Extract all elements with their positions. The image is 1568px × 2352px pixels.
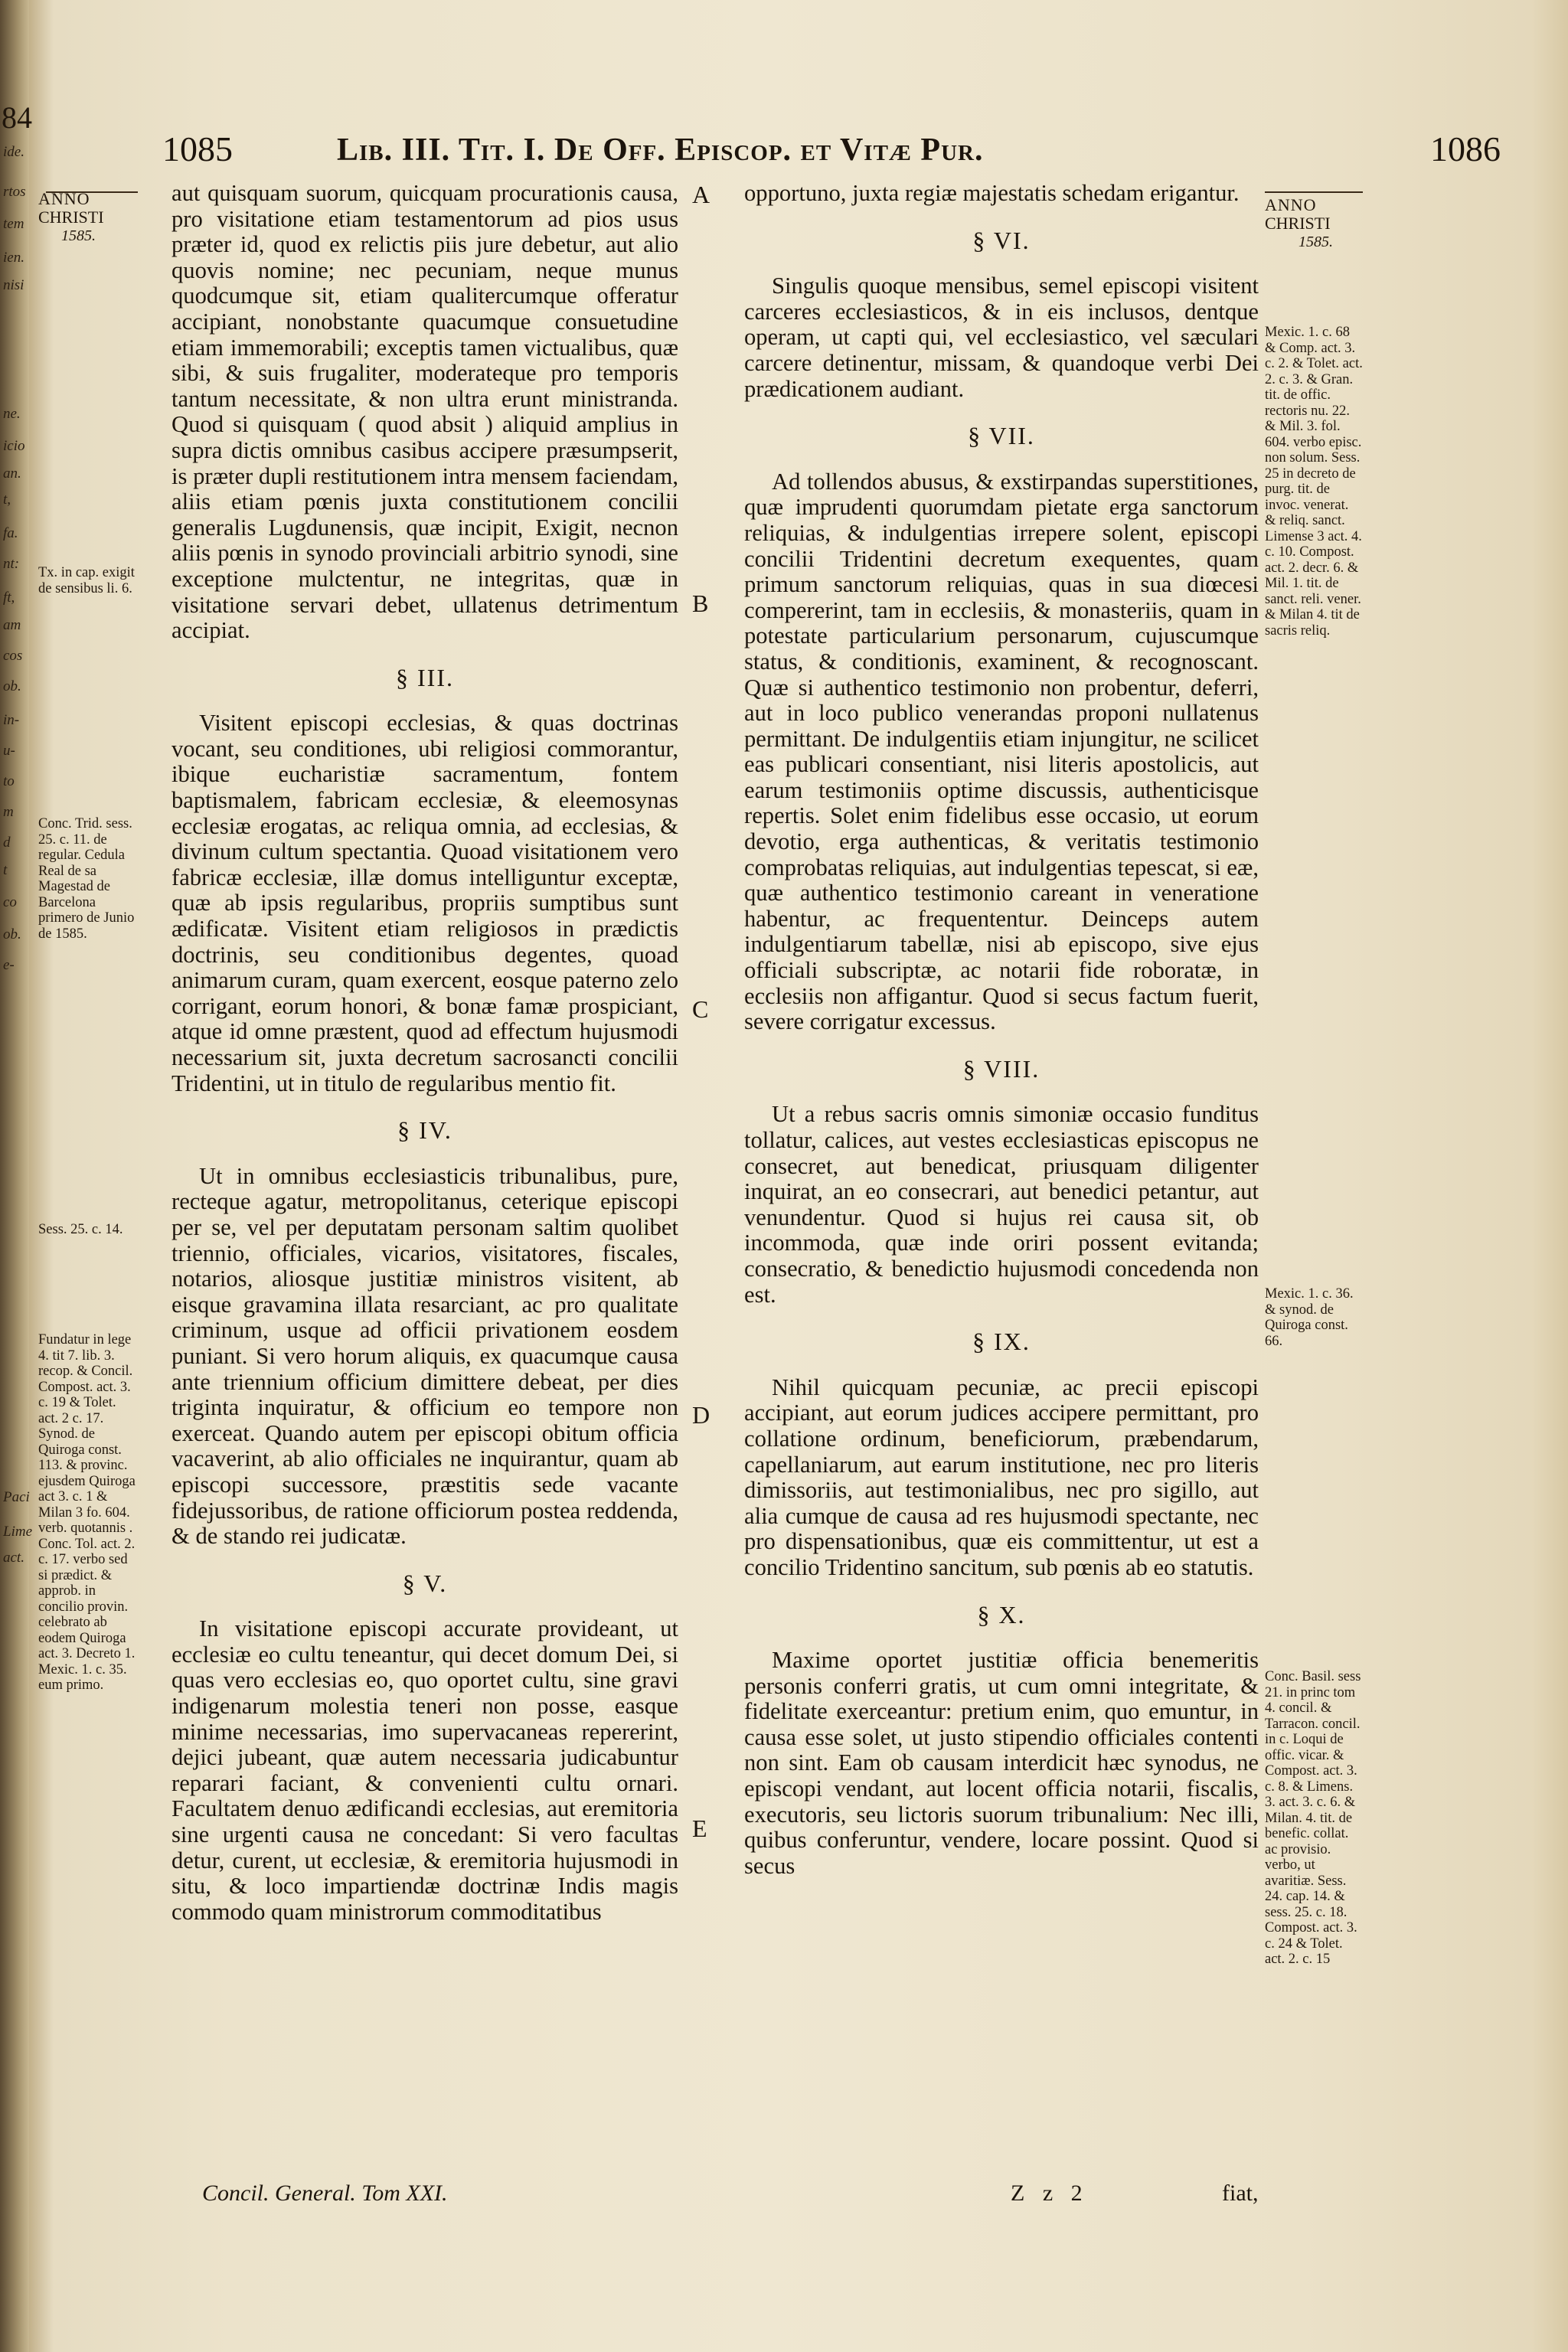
facing-page-number: 84 [2, 100, 32, 135]
page-number-right: 1086 [1430, 129, 1501, 168]
facing-page-fragment: fa. [3, 525, 18, 541]
facing-page-fragment: m [3, 804, 14, 820]
right-column [744, 181, 1259, 1879]
anno-christi-left: ANNO CHRISTI 1585. [38, 189, 104, 244]
anno-rule-right [1265, 191, 1363, 193]
facing-page-fragment: to [3, 773, 15, 789]
catchword: fiat, [1222, 2180, 1259, 2206]
column-letter-b: B [692, 590, 709, 617]
column-letter-d: D [692, 1401, 710, 1429]
paragraph: Ut a rebus sacris omnis simoniæ occasio funditus tollatur, calices, aut vestes ecclesiasticas episcopus ne consecret, aut benedicat, priusquam diligenter inquirat, an eo consecrari, aut benedici petantur, aut venundentur. Quod si hujus rei causa sit, ob incommoda, quæ inde oriri possent evitanda; consecratio, & benedictio hujusmodi concedenda non est. [744, 1101, 1259, 1308]
facing-page-fragment: d [3, 835, 11, 851]
facing-page-fragment: an. [3, 466, 21, 482]
facing-page-fragment: Paci [3, 1489, 30, 1505]
facing-page-fragment: rtos [3, 184, 26, 200]
facing-page-fragment: act. [3, 1550, 24, 1566]
margin-note: Sess. 25. c. 14. [38, 1222, 123, 1237]
facing-page-fragment: nisi [3, 277, 24, 293]
paragraph: aut quisquam suorum, quicquam procurationis causa, pro visitatione etiam testamentorum ad pios usus præter id, quod ex relictis piis jure debetur, aut alio quovis nomine; nec pecuniam, neque munus quodcumque sit, etiam qualitercumque offeratur accipiant, nonobstante quacumque consuetudine etiam immemorabili; exceptis tamen victualibus, quæ sibi, & suis frugaliter, moderateque pro temporis tantum necessitate, & non ultra erunt ministranda. Quod si quisquam ( quod absit ) aliquid amplius in supra dictis omnibus casibus accipere præsumpserit, is præter dupli restitutionem intra mensem faciendam, aliis etiam pœnis juxta constitutionem concilii generalis Lugdunensis, quæ incipit, Exigit, necnon aliis pœnis in synodo provinciali arbitrio synodi, sine exceptione mulctentur, ne integritas, quæ in visitatione servari debet, ullatenus detrimentum accipiat. [172, 180, 678, 644]
anno-christi-right: ANNO CHRISTI 1585. [1265, 195, 1333, 250]
paragraph: Maxime oportet justitiæ officia benemeritis personis conferri gratis, ut cum omni integritate, & fidelitate exerceantur: pretium enim, quo emuntur, in causa esse solet, ut justo stipendio officiales contenti non sint. Eam ob causam interdicit hæc synodus, ne episcopi vendant, aut locent officia notarii, fiscalis, executoris, seu lictoris suorum tribunalium: Nec illi, quibus conferuntur, vendere, locare possint. Quod si secus [744, 1647, 1259, 1879]
running-title: Lib. III. Tit. I. De Off. Episcop. et Vitæ Pur. [337, 132, 984, 168]
margin-note: Fundatur in lege 4. tit 7. lib. 3. recop. & Concil. Compost. act. 3. c. 19 & Tolet. act. 2 c. 17. Synod. de Quiroga const. 113. & provinc. ejusdem Quiroga act 3. c. 1 & Milan 3 fo. 604. verb. quotannis . Conc. Tol. act. 2. c. 17. verbo sed si prædict. & approb. in concilio provin. celebrato ab eodem Quiroga act. 3. Decreto 1. Mexic. 1. c. 35. eum primo. [38, 1332, 136, 1693]
facing-page-edge [0, 0, 32, 2352]
facing-page-fragment: tem [3, 216, 24, 232]
margin-note: Mexic. 1. c. 36. & synod. de Quiroga const. 66. [1265, 1286, 1354, 1349]
facing-page-fragment: co [3, 894, 17, 910]
column-letter-e: E [692, 1815, 707, 1842]
facing-page-fragment: cos [3, 648, 23, 664]
section-heading: § IX. [972, 1328, 1031, 1356]
volume-footer: Concil. General. Tom XXI. [202, 2180, 448, 2206]
facing-page-fragment: nt: [3, 556, 20, 572]
margin-note: Conc. Trid. sess. 25. c. 11. de regular. Cedula Real de sa Magestad de Barcelona primero de Junio de 1585. [38, 816, 135, 942]
section-heading: § X. [977, 1600, 1026, 1628]
paragraph: Ad tollendos abusus, & exstirpandas superstitiones, quæ imprudenti quorumdam pietate erga sanctorum reliquias, & indulgentias irrepere solent, episcopi concilii Tridentini decretum exequentes, quam primum sanctorum reliquias, quas in sua diœcesi compererint, tam in ecclesiis, & monasteriis, quam in potestate particularium personarum, cujuscumque status, & conditionis, examinent, & recognoscant. Quæ si authentico testimonio non probentur, deferri, aut in loco publico venerandas proponi nullatenus permittant. De indulgentiis etiam injungitur, ne scilicet eas publicari consentiant, nisi literis apostolicis, aut earum testimoniis optime discussis, authenticisque repertis. Solet enim fidelibus esse occasio, ut eorum devotio, erga authenticas, & veritatis testimonio comprobatas reliquias, aut indulgentias tepescat, si eæ, quæ authentico testimonio careant in veneratione habentur, ac frequententur. Deinceps autem indulgentiarum tabellæ, nisi ab episcopo, sive ejus officiali subscriptæ, ac notarii fide roboratæ, in ecclesiis non affigantur. Quod si secus factum fuerit, severe corrigatur excessus. [744, 468, 1259, 1035]
paragraph: Nihil quicquam pecuniæ, ac precii episcopi accipiant, aut eorum judices accipere permittant, pro collatione ordinum, beneficiorum, præbendarum, capellaniarum, aut earum institutione, nec pro literis dimissoriis, aut testimonialibus, nec pro sigillo, aut alia cumque de causa ad res hujusmodi spectante, nec pro dispensationibus, quæ eis committentur, ut est a concilio Tridentino sancitum, sub pœnis ab eo statutis. [744, 1374, 1259, 1580]
section-heading: § III. [396, 663, 454, 691]
facing-page-fragment: ft, [3, 590, 15, 606]
margin-note: Conc. Basil. sess 21. in princ tom 4. concil. & Tarracon. concil. in c. Loqui de offic. vicar. & Compost. act. 3. c. 8. & Limens. 3. act. 3. c. 6. & Milan. 4. tit. de benefic. collat. ac provisio. verbo, ut avaritiæ. Sess. 24. cap. 14. & sess. 25. c. 18. Compost. act. 3. c. 24 & Tolet. act. 2. c. 15 [1265, 1669, 1361, 1967]
facing-page-fragment: ne. [3, 406, 21, 422]
paragraph: opportuno, juxta regiæ majestatis schedam erigantur. [744, 180, 1240, 206]
paragraph: Singulis quoque mensibus, semel episcopi visitent carceres ecclesiasticos, & in eis inclusos, dentque operam, ut capti qui, vel ecclesiastico, vel sæculari carcere detinentur, missam, & quandoque verbi Dei prædicationem audiant. [744, 273, 1259, 402]
page-header [153, 129, 1501, 182]
page-number-left: 1085 [162, 129, 233, 168]
facing-page-fragment: in- [3, 712, 20, 728]
section-heading: § VII. [968, 422, 1035, 450]
margin-note: Mexic. 1. c. 68 & Comp. act. 3. c. 2. & Tolet. act. 2. c. 3. & Gran. tit. de offic. rectoris nu. 22. & Mil. 3. fol. 604. verbo episc. non solum. Sess. 25 in decreto de purg. tit. de invoc. venerat. & reliq. sanct. Limense 3 act. 4. c. 10. Compost. act. 2. decr. 6. & Mil. 1. tit. de sanct. reli. vener. & Milan 4. tit de sacris reliq. [1265, 325, 1363, 639]
facing-page-fragment: ide. [3, 144, 24, 160]
facing-page-fragment: e- [3, 957, 15, 973]
margin-note: Tx. in cap. exigit de sensibus li. 6. [38, 565, 135, 596]
section-heading: § V. [402, 1569, 448, 1597]
facing-page-fragment: t, [3, 492, 11, 508]
facing-page-fragment: Lime [3, 1524, 32, 1540]
paragraph: In visitatione episcopi accurate provideant, ut ecclesiæ eo cultu teneantur, qui decet domum Dei, si quas vero ecclesias eo, quo oportet cultu, sine gravi indigenarum molestia teneri non posse, easque minime necessarias, imo supervacaneas repererint, dejici jubeant, quæ autem necessaria judicabuntur reparari faciant, & convenienti cultu ornari. Facultatem denuo ædificandi ecclesias, aut eremitoria sine urgenti causa ne concedant: Si vero facultas detur, curent, ut ecclesiæ, & eremitoria hujusmodi in situ, & loco impartiendæ doctrinæ Indis magis commodo quam ministrorum commoditatibus [172, 1615, 678, 1925]
section-heading: § VI. [972, 226, 1031, 254]
facing-page-fragment: icio [3, 438, 25, 454]
paragraph: Ut in omnibus ecclesiasticis tribunalibus, pure, recteque agatur, metropolitanus, ceterique episcopi per se, vel per deputatam personam saltim quolibet triennio, officiales, vicarios, visitatores, fiscales, notarios, aliosque justitiæ ministros visitent, ab eisque gravamina illata resarciant, ac pro qualitate criminum, usque ad officii privationem eosdem puniant. Si vero horum aliquis, ex quacumque causa ante triennium officium dimittere debeat, per dies triginta inquiratur, & officium eo tempore non exerceat. Quando autem per episcopi obitum officia vacaverint, ab alio officiales ne inquirantur, quam ab episcopi successore, præstitis sede vacante fidejussoribus, de ratione officiorum postea reddenda, & de stando rei judicatæ. [172, 1162, 678, 1550]
paragraph: Visitent episcopi ecclesias, & quas doctrinas vocant, seu conditiones, ubi religiosi commorantur, ibique eucharistiæ sacramentum, fontem baptismalem, fabricam ecclesiæ, & eleemosynas ecclesiæ erogatas, ac reliqua omnia, ad ecclesias, & divinum cultum spectantia. Quoad visitationem vero fabricæ ecclesiæ, illæ domus intelliguntur exceptæ, quæ ab ipsis regularibus, propriis sumptibus sunt ædificatæ. Visitent etiam religiosos in prædictis doctrinis, seu conditionibus degentes, quoad animarum curam, quam exercent, eosque paterno zelo corrigant, eorum honori, & bonæ famæ prospiciant, atque id omne præstent, quod ad effectum hujusmodi necessarium sit, juxta decretum sacrosancti concilii Tridentini, ut in titulo de regularibus mentio fit. [172, 710, 678, 1096]
column-letter-c: C [692, 995, 709, 1023]
facing-page-fragment: ob. [3, 678, 21, 694]
section-heading: § VIII. [962, 1054, 1040, 1083]
facing-page-fragment: ien. [3, 250, 24, 266]
facing-page-fragment: t [3, 862, 8, 878]
signature-mark: Z z 2 [1011, 2180, 1089, 2206]
section-heading: § IV. [397, 1116, 452, 1145]
facing-page-fragment: ob. [3, 926, 21, 942]
left-column [172, 181, 678, 1925]
facing-page-fragment: am [3, 617, 21, 633]
column-letter-a: A [692, 181, 710, 208]
facing-page-fragment: u- [3, 743, 15, 759]
